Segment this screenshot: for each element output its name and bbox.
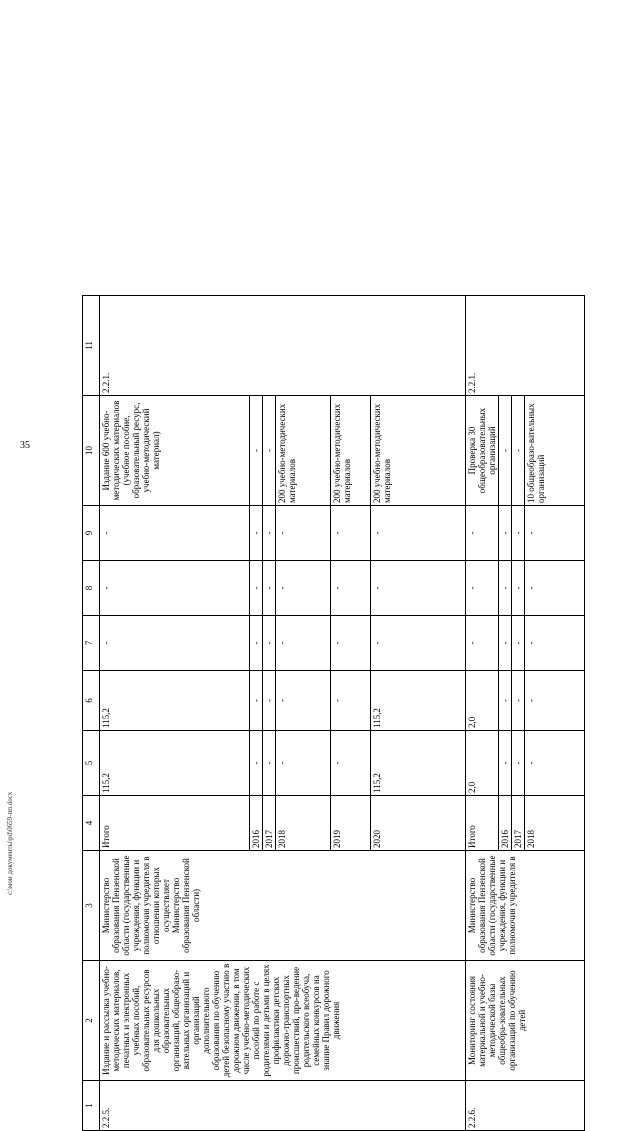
value-cell: - <box>100 506 250 561</box>
table-row <box>100 296 250 1131</box>
result-cell: 200 учебно-методических материалов <box>276 396 331 506</box>
activity-name: Издание и рассылка учебно-методических материалов, печатных и электронных учебных пособий, образовательных ресурсов для дошкольных образовательных организаций, общеобразо-вательных организаций и организаций дополнительного образования по обучению детей безопасному участию в дорожном движении, в том числе учебно-методических пособий по работе с родителями и детьми в целях профилактики детских дорожно-транспортных происшествий, про-ведение родительского всеобуча, семейных конкурсов на знание Правил дорожного движения <box>100 961 466 1081</box>
value-cell: - <box>499 616 512 671</box>
indicator-ref: 2.2.1. <box>466 296 585 396</box>
value-cell: - <box>466 561 499 616</box>
year-label: 2020 <box>371 796 466 851</box>
value-cell: - <box>466 506 499 561</box>
value-cell: 115,2 <box>100 731 250 796</box>
activity-name: Мониторинг состояния материальной и учебно-методической базы общеобра-зовательных организаций по обучению детей <box>466 961 585 1081</box>
file-path-footer: c:\мои документы\pd\0659-пп.docx <box>6 791 14 895</box>
value-cell: 2,0 <box>466 671 499 731</box>
value-cell: - <box>525 671 585 731</box>
value-cell: - <box>276 561 331 616</box>
value-cell: - <box>276 616 331 671</box>
header-cell: 8 <box>83 561 100 616</box>
value-cell: - <box>512 616 525 671</box>
value-cell: - <box>100 616 250 671</box>
value-cell: - <box>331 731 371 796</box>
value-cell: - <box>512 731 525 796</box>
value-cell: - <box>499 671 512 731</box>
year-label: 2019 <box>331 796 371 851</box>
value-cell: - <box>525 506 585 561</box>
value-cell: 115,2 <box>100 671 250 731</box>
value-cell: - <box>331 616 371 671</box>
value-cell: - <box>512 671 525 731</box>
year-label: Итого <box>466 796 499 851</box>
value-cell: - <box>331 561 371 616</box>
year-label: Итого <box>100 796 250 851</box>
value-cell: - <box>263 616 276 671</box>
value-cell: - <box>499 506 512 561</box>
value-cell: - <box>263 671 276 731</box>
header-cell: 5 <box>83 731 100 796</box>
value-cell: - <box>499 561 512 616</box>
indicator-ref: 2.2.1. <box>100 296 466 396</box>
value-cell: - <box>525 616 585 671</box>
value-cell: - <box>466 616 499 671</box>
header-row <box>83 296 100 1131</box>
result-cell: - <box>263 396 276 506</box>
result-cell: - <box>512 396 525 506</box>
value-cell: 2,0 <box>466 731 499 796</box>
value-cell: - <box>525 561 585 616</box>
year-label: 2017 <box>512 796 525 851</box>
header-cell: 2 <box>83 961 100 1081</box>
value-cell: - <box>512 561 525 616</box>
row-number: 2.2.5. <box>100 1081 466 1131</box>
value-cell: 115,2 <box>371 731 466 796</box>
value-cell: - <box>250 561 263 616</box>
result-cell: Проверка 30 общеобразовательных организаций <box>466 396 499 506</box>
result-cell: Издание 600 учебно-методических материалов (учебное пособие, образовательный ресурс, учебно-методический материал) <box>100 396 250 506</box>
value-cell: - <box>250 506 263 561</box>
value-cell: - <box>250 671 263 731</box>
header-cell: 11 <box>83 296 100 396</box>
result-cell: 200 учебно-методических материалов <box>371 396 466 506</box>
value-cell: - <box>371 506 466 561</box>
year-label: 2016 <box>499 796 512 851</box>
year-label: 2018 <box>525 796 585 851</box>
result-cell: 10 общеобразо-вательных организаций <box>525 396 585 506</box>
header-cell: 1 <box>83 1081 100 1131</box>
executor: Министерство образования Пензенской области (государственные учреждения, функции и полномочия учредителя в <box>466 851 585 961</box>
year-label: 2016 <box>250 796 263 851</box>
value-cell: - <box>263 731 276 796</box>
value-cell: - <box>371 616 466 671</box>
value-cell: - <box>250 731 263 796</box>
value-cell: - <box>331 506 371 561</box>
page-number: 35 <box>20 440 30 451</box>
value-cell: - <box>499 731 512 796</box>
value-cell: - <box>276 671 331 731</box>
header-cell: 10 <box>83 396 100 506</box>
header-cell: 9 <box>83 506 100 561</box>
value-cell: - <box>263 506 276 561</box>
executor: Министерство образования Пензенской области (государственные учреждения, функции и полномочия учредителя в отношении которых осуществляет Министерство образования Пензенской области) <box>100 851 466 961</box>
value-cell: - <box>525 731 585 796</box>
value-cell: - <box>371 561 466 616</box>
value-cell: 115,2 <box>371 671 466 731</box>
result-cell: 200 учебно-методических материалов <box>331 396 371 506</box>
program-table <box>82 295 585 1131</box>
value-cell: - <box>276 506 331 561</box>
year-label: 2018 <box>276 796 331 851</box>
table-row <box>466 296 499 1131</box>
header-cell: 6 <box>83 671 100 731</box>
value-cell: - <box>512 506 525 561</box>
rotated-table-wrapper <box>82 296 640 1131</box>
result-cell: - <box>250 396 263 506</box>
value-cell: - <box>250 616 263 671</box>
header-cell: 7 <box>83 616 100 671</box>
value-cell: - <box>331 671 371 731</box>
row-number: 2.2.6. <box>466 1081 585 1131</box>
year-label: 2017 <box>263 796 276 851</box>
value-cell: - <box>276 731 331 796</box>
header-cell: 4 <box>83 796 100 851</box>
value-cell: - <box>263 561 276 616</box>
result-cell: - <box>499 396 512 506</box>
header-cell: 3 <box>83 851 100 961</box>
value-cell: - <box>100 561 250 616</box>
